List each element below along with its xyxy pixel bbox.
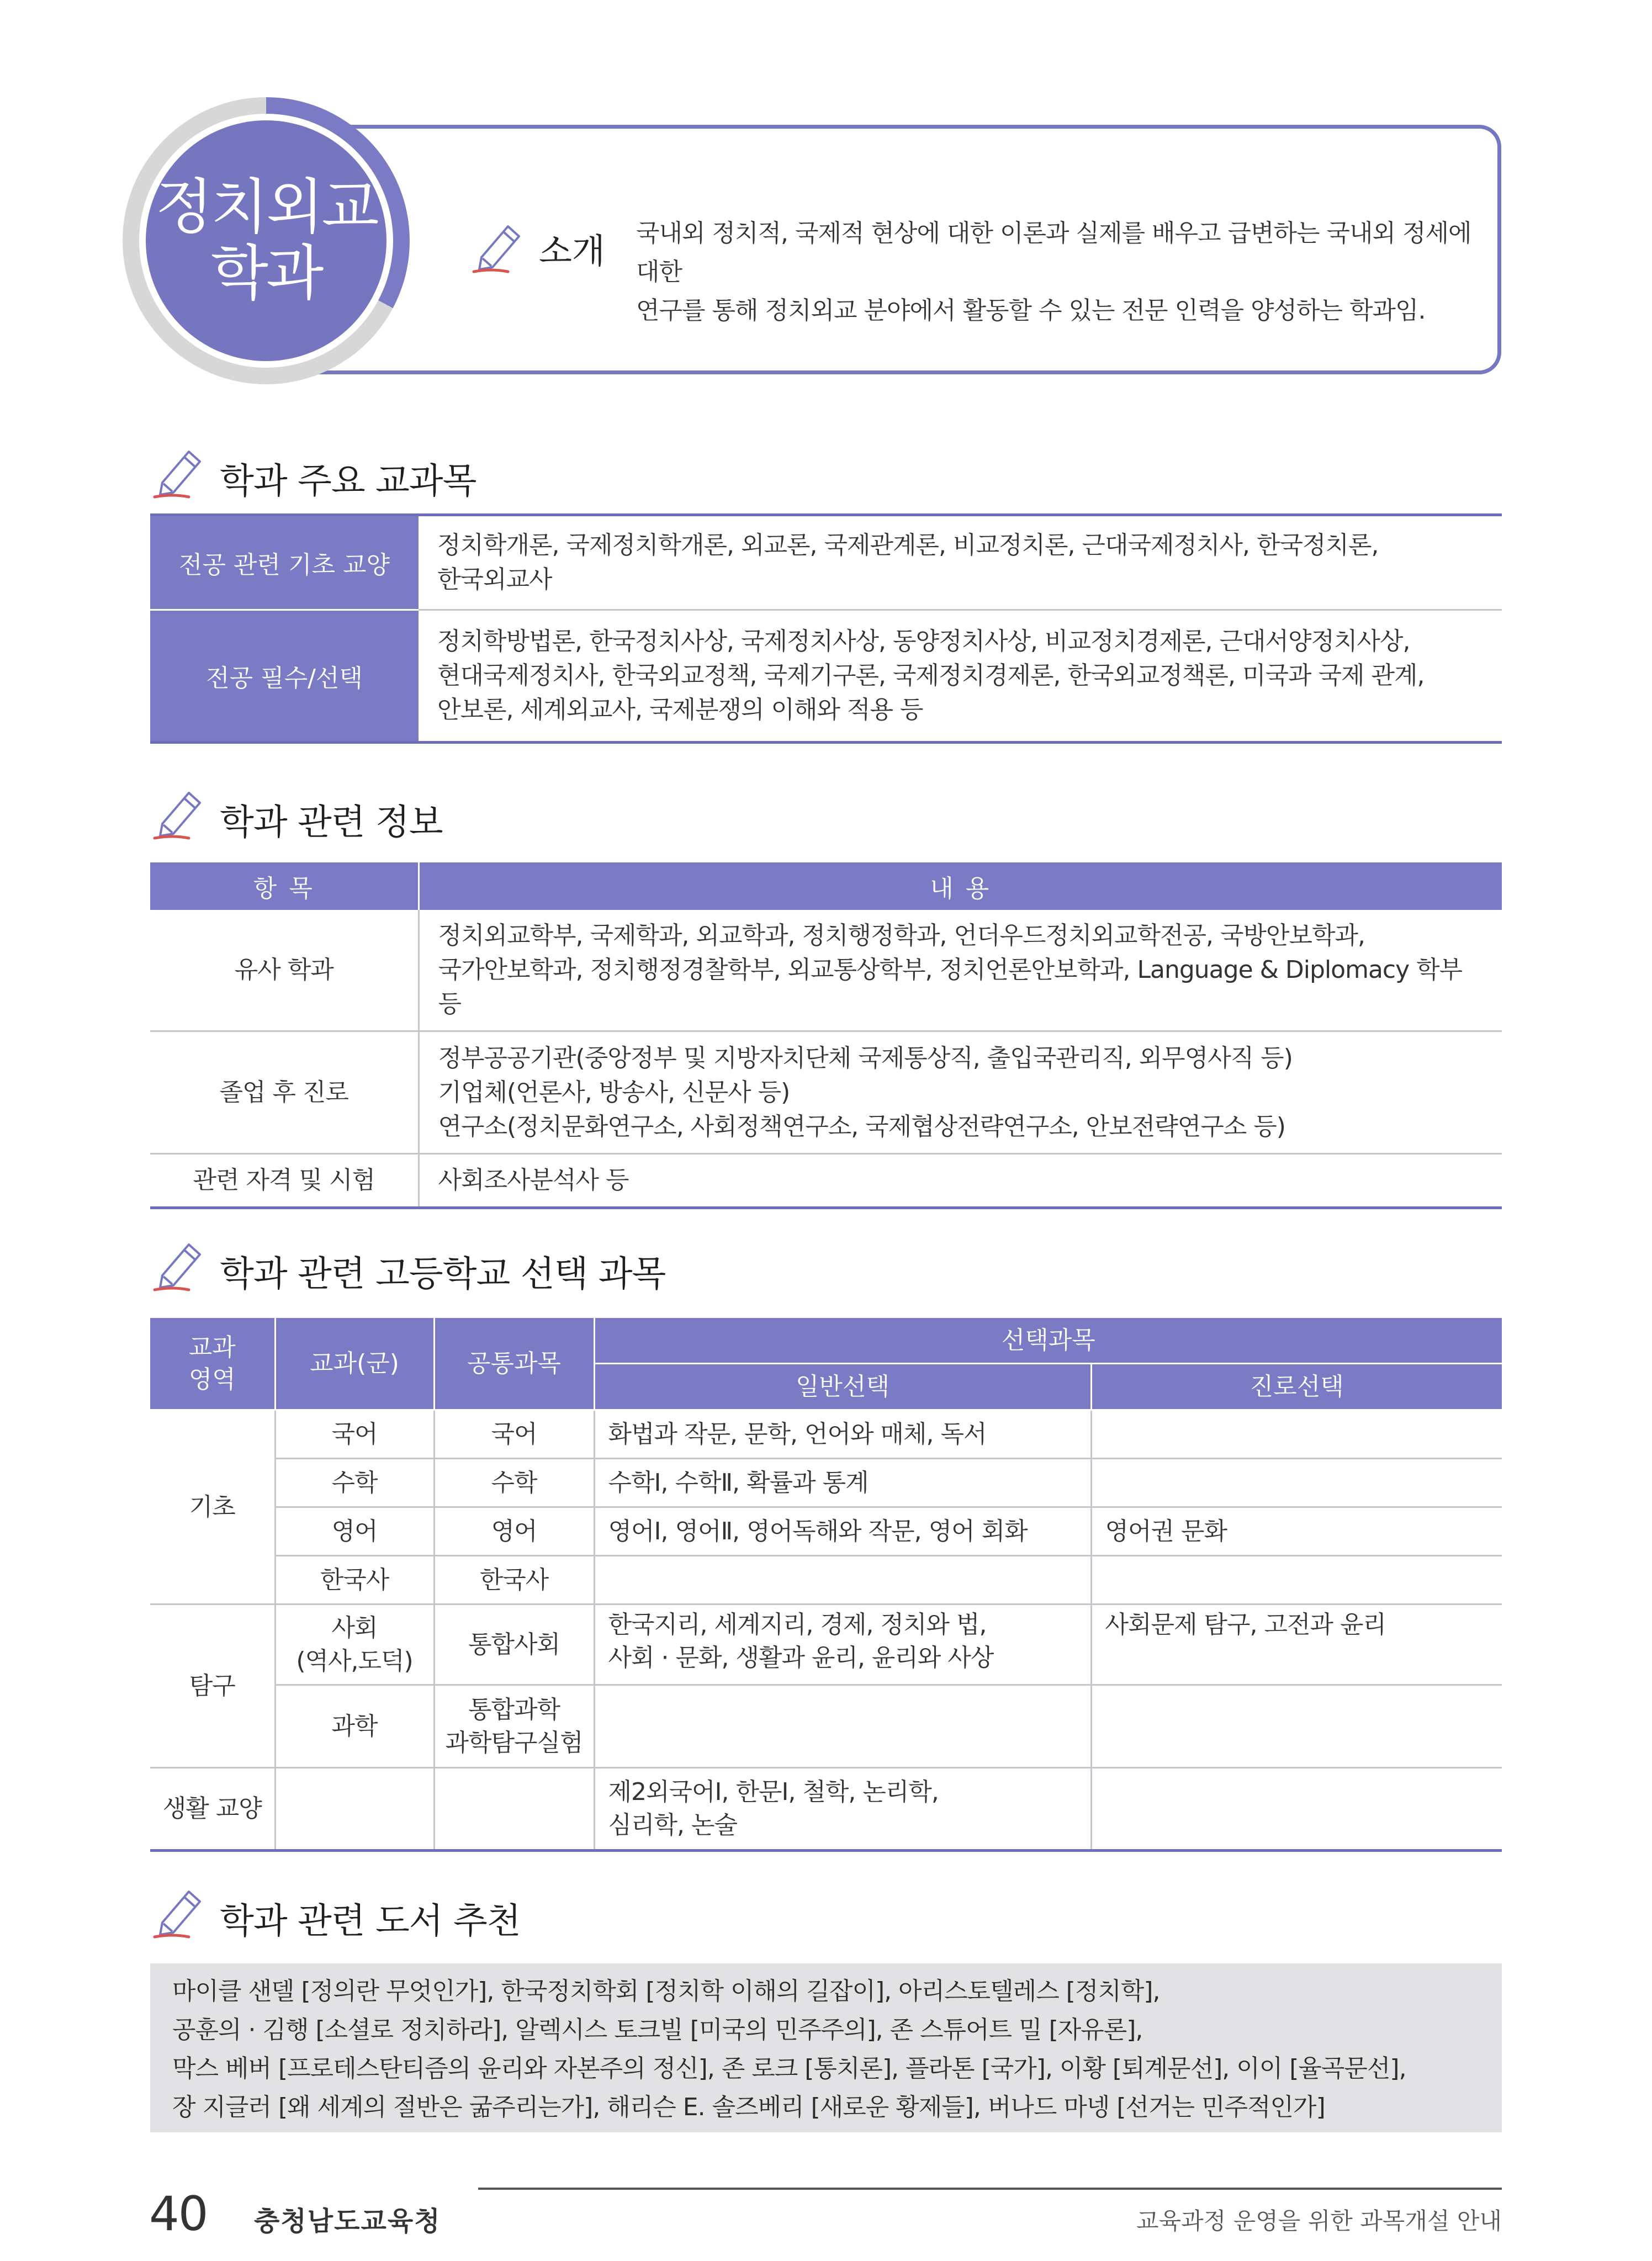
intro-label: 소개 bbox=[539, 231, 605, 271]
general-cell: 영어Ⅰ, 영어Ⅱ, 영어독해와 작문, 영어 회화 bbox=[594, 1507, 1091, 1556]
pencil-icon bbox=[150, 783, 211, 844]
value-line: 정치학개론, 국제정치학개론, 외교론, 국제관계론, 비교정치론, 근대국제정치사, 한국정치론, bbox=[437, 531, 1379, 559]
group-cell bbox=[275, 1605, 434, 1685]
hs-subjects-table bbox=[150, 1316, 1502, 1852]
group-cell: 과학 bbox=[275, 1685, 434, 1768]
table-header-row bbox=[150, 862, 1502, 910]
page-number: 40 bbox=[149, 2186, 208, 2242]
pencil-icon bbox=[469, 216, 530, 277]
table-row bbox=[150, 1768, 1502, 1851]
section-title-hs: 학과 관련 고등학교 선택 과목 bbox=[220, 1254, 666, 1295]
group-cell: 영어 bbox=[275, 1507, 434, 1556]
header-area-line: 영역 bbox=[188, 1365, 236, 1394]
common-cell: 영어 bbox=[434, 1507, 594, 1556]
row-value bbox=[419, 1154, 1502, 1208]
books-line: 마이클 샌델 [정의란 무엇인가], 한국정치학회 [정치학 이해의 길잡이], 아리스토텔레스 [정치학], bbox=[172, 1977, 1160, 2005]
header-common: 공통과목 bbox=[434, 1317, 594, 1410]
general-line: 심리학, 논술 bbox=[608, 1811, 737, 1839]
footer-organization: 충청남도교육청 bbox=[254, 2206, 441, 2237]
footer-divider bbox=[478, 2188, 1502, 2190]
table-row bbox=[150, 1605, 1502, 1685]
table-row bbox=[150, 910, 1502, 1031]
table-row bbox=[150, 515, 1502, 610]
group-cell: 한국사 bbox=[275, 1556, 434, 1605]
general-cell bbox=[594, 1685, 1091, 1768]
section-title-courses: 학과 주요 교과목 bbox=[220, 461, 476, 502]
books-box bbox=[150, 1963, 1502, 2132]
career-cell bbox=[1091, 1459, 1502, 1507]
footer-guide-title: 교육과정 운영을 위한 과목개설 안내 bbox=[1136, 2207, 1502, 2234]
common-cell: 통합사회 bbox=[434, 1605, 594, 1685]
career-cell bbox=[1091, 1556, 1502, 1605]
dept-title-line1: 정치외교 bbox=[155, 173, 377, 242]
group-line: 사회 bbox=[331, 1613, 378, 1642]
career-cell bbox=[1091, 1685, 1502, 1768]
header-area bbox=[150, 1317, 275, 1410]
row-value bbox=[419, 610, 1502, 743]
row-label: 전공 필수/선택 bbox=[150, 610, 419, 743]
common-cell bbox=[434, 1768, 594, 1851]
table-row bbox=[150, 610, 1502, 743]
area-cell: 생활 교양 bbox=[150, 1768, 275, 1851]
table-row bbox=[150, 1154, 1502, 1208]
pencil-icon bbox=[150, 442, 211, 502]
intro-text-line: 국내외 정치적, 국제적 현상에 대한 이론과 실제를 배우고 급변하는 국내외 정세에 대한 bbox=[636, 219, 1471, 286]
common-cell: 국어 bbox=[434, 1410, 594, 1459]
value-line: 연구소(정치문화연구소, 사회정책연구소, 국제협상전략연구소, 안보전략연구소 등) bbox=[438, 1112, 1285, 1141]
career-cell bbox=[1091, 1410, 1502, 1459]
row-value bbox=[419, 515, 1502, 610]
info-table bbox=[150, 862, 1502, 1209]
row-label: 전공 관련 기초 교양 bbox=[150, 515, 419, 610]
courses-table bbox=[150, 513, 1502, 744]
books-line: 공훈의 · 김행 [소셜로 정치하라], 알렉시스 토크빌 [미국의 민주주의], 존 스튜어트 밀 [자유론], bbox=[172, 2016, 1143, 2044]
general-cell bbox=[594, 1556, 1091, 1605]
general-cell bbox=[594, 1768, 1091, 1851]
general-cell: 수학Ⅰ, 수학Ⅱ, 확률과 통계 bbox=[594, 1459, 1091, 1507]
value-line: 현대국제정치사, 한국외교정책, 국제기구론, 국제정치경제론, 한국외교정책론, 미국과 국제 관계, bbox=[437, 661, 1425, 690]
table-row bbox=[150, 1685, 1502, 1768]
area-cell: 탐구 bbox=[150, 1605, 275, 1768]
header-career: 진로선택 bbox=[1091, 1364, 1502, 1410]
row-label: 관련 자격 및 시험 bbox=[150, 1154, 419, 1208]
general-line: 한국지리, 세계지리, 경제, 정치와 법, bbox=[608, 1611, 987, 1639]
dept-title-line2: 학과 bbox=[210, 239, 322, 308]
books-line: 장 지글러 [왜 세계의 절반은 굶주리는가], 해리슨 E. 솔즈베리 [새로운 황제들], 버나드 마넹 [선거는 민주적인가] bbox=[172, 2093, 1325, 2121]
intro-text bbox=[636, 214, 1497, 330]
value-line: 정치학방법론, 한국정치사상, 국제정치사상, 동양정치사상, 비교정치경제론, 근대서양정치사상, bbox=[437, 627, 1410, 655]
value-line: 정부공공기관(중앙정부 및 지방자치단체 국제통상직, 출입국관리직, 외무영사직 등) bbox=[438, 1044, 1293, 1072]
common-line: 과학탐구실험 bbox=[445, 1728, 583, 1757]
common-cell: 한국사 bbox=[434, 1556, 594, 1605]
section-title-info: 학과 관련 정보 bbox=[220, 802, 443, 843]
value-line: 정치외교학부, 국제학과, 외교학과, 정치행정학과, 언더우드정치외교학전공, 국방안보학과, bbox=[438, 922, 1365, 950]
general-cell: 화법과 작문, 문학, 언어와 매체, 독서 bbox=[594, 1410, 1091, 1459]
row-label: 유사 학과 bbox=[150, 910, 419, 1031]
row-value bbox=[419, 910, 1502, 1031]
row-label: 졸업 후 진로 bbox=[150, 1031, 419, 1154]
table-row bbox=[150, 1459, 1502, 1507]
group-cell: 수학 bbox=[275, 1459, 434, 1507]
table-header-row bbox=[150, 1317, 1502, 1364]
table-row bbox=[150, 1031, 1502, 1154]
area-cell: 기초 bbox=[150, 1410, 275, 1605]
title-circle bbox=[146, 120, 386, 361]
header-content: 내 용 bbox=[419, 862, 1502, 910]
common-cell: 수학 bbox=[434, 1459, 594, 1507]
header-area-line: 교과 bbox=[188, 1333, 236, 1362]
header-group: 교과(군) bbox=[275, 1317, 434, 1410]
career-cell: 사회문제 탐구, 고전과 윤리 bbox=[1091, 1605, 1502, 1685]
group-cell bbox=[275, 1768, 434, 1851]
header-elective: 선택과목 bbox=[594, 1317, 1502, 1364]
general-line: 제2외국어Ⅰ, 한문Ⅰ, 철학, 논리학, bbox=[608, 1778, 939, 1806]
table-row bbox=[150, 1410, 1502, 1459]
section-title-books: 학과 관련 도서 추천 bbox=[220, 1901, 521, 1942]
intro-text-line: 연구를 통해 정치외교 분야에서 활동할 수 있는 전문 인력을 양성하는 학과임. bbox=[636, 296, 1426, 325]
common-cell bbox=[434, 1685, 594, 1768]
career-cell bbox=[1091, 1768, 1502, 1851]
row-value bbox=[419, 1031, 1502, 1154]
books-line: 막스 베버 [프로테스탄티즘의 윤리와 자본주의 정신], 존 로크 [통치론], 플라톤 [국가], 이황 [퇴계문선], 이이 [율곡문선], bbox=[172, 2055, 1406, 2083]
pencil-icon bbox=[150, 1235, 211, 1295]
group-line: (역사,도덕) bbox=[296, 1646, 413, 1675]
value-line: 한국외교사 bbox=[437, 565, 552, 594]
general-cell bbox=[594, 1605, 1091, 1685]
table-row bbox=[150, 1556, 1502, 1605]
header-item: 항 목 bbox=[150, 862, 419, 910]
pencil-icon bbox=[150, 1882, 211, 1942]
common-line: 통합과학 bbox=[468, 1695, 560, 1724]
general-line: 사회 · 문화, 생활과 윤리, 윤리와 사상 bbox=[608, 1644, 994, 1672]
table-row bbox=[150, 1507, 1502, 1556]
header-general: 일반선택 bbox=[594, 1364, 1091, 1410]
value-line: 안보론, 세계외교사, 국제분쟁의 이해와 적용 등 bbox=[437, 696, 923, 724]
career-cell: 영어권 문화 bbox=[1091, 1507, 1502, 1556]
value-line: 기업체(언론사, 방송사, 신문사 등) bbox=[438, 1078, 790, 1106]
value-line: 국가안보학과, 정치행정경찰학부, 외교통상학부, 정치언론안보학과, Language & Diplomacy 학부 등 bbox=[438, 956, 1463, 1018]
value-line: 사회조사분석사 등 bbox=[438, 1166, 629, 1194]
group-cell: 국어 bbox=[275, 1410, 434, 1459]
